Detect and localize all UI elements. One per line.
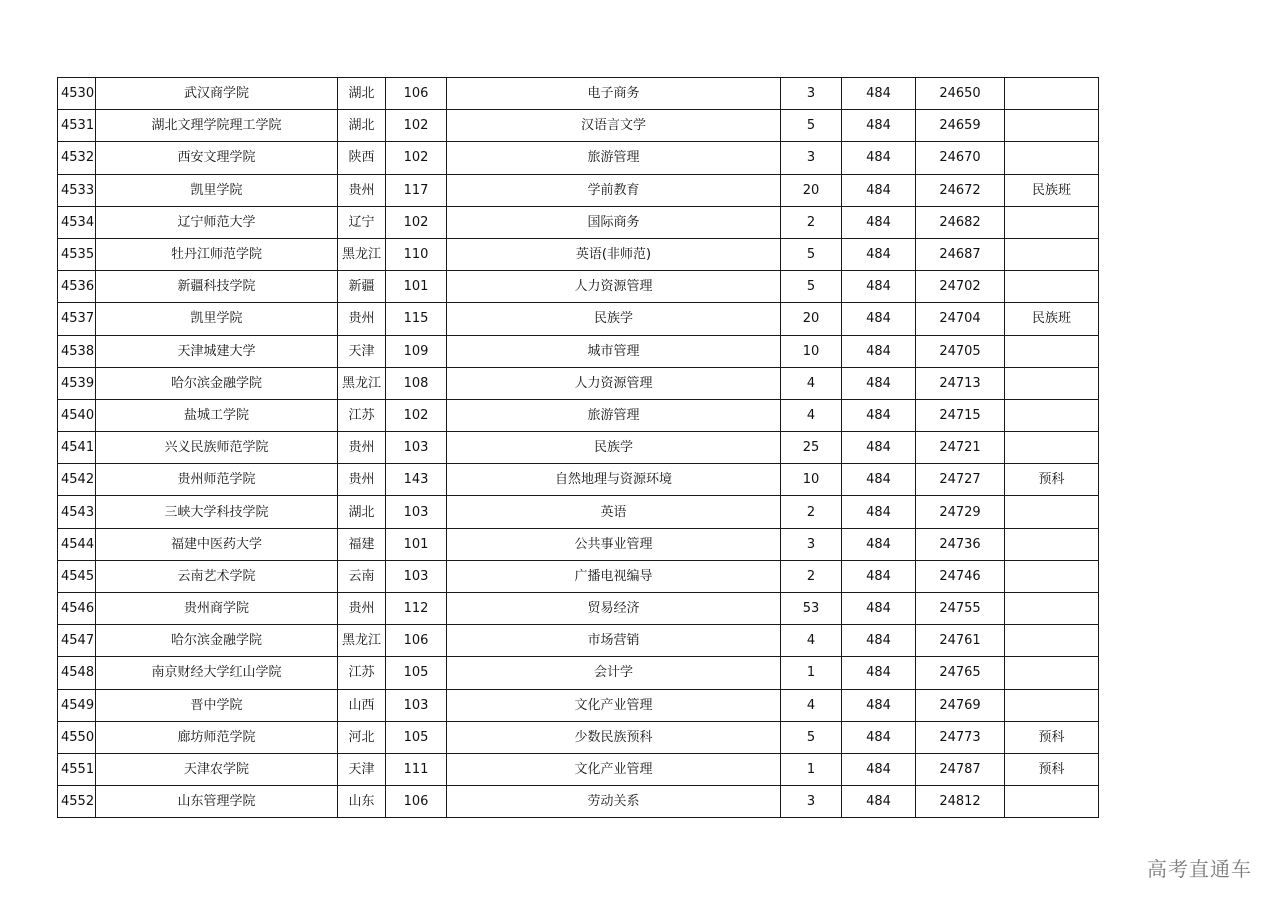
table-row — [58, 528, 1099, 560]
count-cell: 3 — [781, 786, 842, 818]
rank-cell: 24773 — [916, 721, 1005, 753]
seq-cell: 4546 — [58, 593, 96, 625]
note-cell — [1005, 496, 1099, 528]
major-cell: 学前教育 — [447, 174, 781, 206]
table-row — [58, 238, 1099, 270]
school-cell: 云南艺术学院 — [96, 560, 338, 592]
table-row — [58, 271, 1099, 303]
school-cell: 凯里学院 — [96, 303, 338, 335]
note-cell — [1005, 689, 1099, 721]
code-cell: 101 — [386, 271, 447, 303]
note-cell — [1005, 110, 1099, 142]
school-cell: 福建中医药大学 — [96, 528, 338, 560]
table-row — [58, 464, 1099, 496]
rank-cell: 24729 — [916, 496, 1005, 528]
count-cell: 2 — [781, 496, 842, 528]
seq-cell: 4550 — [58, 721, 96, 753]
school-cell: 湖北文理学院理工学院 — [96, 110, 338, 142]
score-cell: 484 — [842, 367, 916, 399]
table-row — [58, 560, 1099, 592]
count-cell: 4 — [781, 689, 842, 721]
seq-cell: 4542 — [58, 464, 96, 496]
note-cell: 民族班 — [1005, 174, 1099, 206]
note-cell — [1005, 206, 1099, 238]
rank-cell: 24755 — [916, 593, 1005, 625]
seq-cell: 4530 — [58, 78, 96, 110]
table-row — [58, 625, 1099, 657]
table-row — [58, 174, 1099, 206]
score-cell: 484 — [842, 786, 916, 818]
school-cell: 三峡大学科技学院 — [96, 496, 338, 528]
table-row — [58, 593, 1099, 625]
seq-cell: 4540 — [58, 399, 96, 431]
major-cell: 英语 — [447, 496, 781, 528]
rank-cell: 24650 — [916, 78, 1005, 110]
seq-cell: 4532 — [58, 142, 96, 174]
seq-cell: 4538 — [58, 335, 96, 367]
note-cell — [1005, 560, 1099, 592]
table-row — [58, 206, 1099, 238]
province-cell: 江苏 — [338, 399, 386, 431]
rank-cell: 24765 — [916, 657, 1005, 689]
table-row — [58, 303, 1099, 335]
note-cell: 预科 — [1005, 753, 1099, 785]
code-cell: 103 — [386, 689, 447, 721]
school-cell: 贵州商学院 — [96, 593, 338, 625]
score-cell: 484 — [842, 432, 916, 464]
seq-cell: 4549 — [58, 689, 96, 721]
rank-cell: 24713 — [916, 367, 1005, 399]
count-cell: 5 — [781, 110, 842, 142]
count-cell: 3 — [781, 528, 842, 560]
seq-cell: 4536 — [58, 271, 96, 303]
major-cell: 民族学 — [447, 303, 781, 335]
school-cell: 南京财经大学红山学院 — [96, 657, 338, 689]
code-cell: 103 — [386, 432, 447, 464]
major-cell: 劳动关系 — [447, 786, 781, 818]
score-cell: 484 — [842, 271, 916, 303]
score-cell: 484 — [842, 78, 916, 110]
major-cell: 城市管理 — [447, 335, 781, 367]
code-cell: 143 — [386, 464, 447, 496]
province-cell: 山西 — [338, 689, 386, 721]
score-cell: 484 — [842, 689, 916, 721]
province-cell: 湖北 — [338, 496, 386, 528]
code-cell: 102 — [386, 399, 447, 431]
school-cell: 廊坊师范学院 — [96, 721, 338, 753]
seq-cell: 4544 — [58, 528, 96, 560]
province-cell: 福建 — [338, 528, 386, 560]
rank-cell: 24702 — [916, 271, 1005, 303]
score-cell: 484 — [842, 303, 916, 335]
school-cell: 盐城工学院 — [96, 399, 338, 431]
table-row — [58, 335, 1099, 367]
school-cell: 贵州师范学院 — [96, 464, 338, 496]
code-cell: 105 — [386, 721, 447, 753]
major-cell: 国际商务 — [447, 206, 781, 238]
note-cell — [1005, 335, 1099, 367]
count-cell: 5 — [781, 721, 842, 753]
seq-cell: 4534 — [58, 206, 96, 238]
note-cell — [1005, 786, 1099, 818]
code-cell: 102 — [386, 110, 447, 142]
note-cell — [1005, 238, 1099, 270]
major-cell: 文化产业管理 — [447, 689, 781, 721]
code-cell: 109 — [386, 335, 447, 367]
school-cell: 新疆科技学院 — [96, 271, 338, 303]
seq-cell: 4533 — [58, 174, 96, 206]
province-cell: 山东 — [338, 786, 386, 818]
province-cell: 贵州 — [338, 432, 386, 464]
table-row — [58, 753, 1099, 785]
count-cell: 1 — [781, 753, 842, 785]
note-cell — [1005, 142, 1099, 174]
province-cell: 新疆 — [338, 271, 386, 303]
note-cell — [1005, 432, 1099, 464]
school-cell: 天津农学院 — [96, 753, 338, 785]
province-cell: 辽宁 — [338, 206, 386, 238]
count-cell: 4 — [781, 399, 842, 431]
rank-cell: 24659 — [916, 110, 1005, 142]
major-cell: 少数民族预科 — [447, 721, 781, 753]
table-row — [58, 110, 1099, 142]
rank-cell: 24727 — [916, 464, 1005, 496]
table-row — [58, 496, 1099, 528]
count-cell: 2 — [781, 560, 842, 592]
code-cell: 103 — [386, 560, 447, 592]
major-cell: 人力资源管理 — [447, 271, 781, 303]
seq-cell: 4551 — [58, 753, 96, 785]
note-cell — [1005, 657, 1099, 689]
code-cell: 111 — [386, 753, 447, 785]
seq-cell: 4539 — [58, 367, 96, 399]
major-cell: 会计学 — [447, 657, 781, 689]
major-cell: 人力资源管理 — [447, 367, 781, 399]
table-row — [58, 689, 1099, 721]
score-cell: 484 — [842, 142, 916, 174]
score-cell: 484 — [842, 560, 916, 592]
code-cell: 108 — [386, 367, 447, 399]
province-cell: 天津 — [338, 335, 386, 367]
table-row — [58, 78, 1099, 110]
rank-cell: 24769 — [916, 689, 1005, 721]
table-row — [58, 721, 1099, 753]
table-row — [58, 367, 1099, 399]
count-cell: 25 — [781, 432, 842, 464]
province-cell: 贵州 — [338, 593, 386, 625]
province-cell: 江苏 — [338, 657, 386, 689]
count-cell: 10 — [781, 335, 842, 367]
note-cell — [1005, 593, 1099, 625]
count-cell: 1 — [781, 657, 842, 689]
school-cell: 武汉商学院 — [96, 78, 338, 110]
count-cell: 10 — [781, 464, 842, 496]
rank-cell: 24705 — [916, 335, 1005, 367]
rank-cell: 24687 — [916, 238, 1005, 270]
seq-cell: 4552 — [58, 786, 96, 818]
score-cell: 484 — [842, 657, 916, 689]
province-cell: 天津 — [338, 753, 386, 785]
count-cell: 20 — [781, 174, 842, 206]
count-cell: 53 — [781, 593, 842, 625]
school-cell: 凯里学院 — [96, 174, 338, 206]
major-cell: 广播电视编导 — [447, 560, 781, 592]
major-cell: 公共事业管理 — [447, 528, 781, 560]
rank-cell: 24812 — [916, 786, 1005, 818]
major-cell: 自然地理与资源环境 — [447, 464, 781, 496]
admission-table — [57, 77, 1099, 818]
note-cell: 民族班 — [1005, 303, 1099, 335]
province-cell: 黑龙江 — [338, 625, 386, 657]
province-cell: 湖北 — [338, 110, 386, 142]
school-cell: 哈尔滨金融学院 — [96, 625, 338, 657]
count-cell: 3 — [781, 78, 842, 110]
note-cell — [1005, 78, 1099, 110]
major-cell: 旅游管理 — [447, 142, 781, 174]
table-row — [58, 657, 1099, 689]
seq-cell: 4548 — [58, 657, 96, 689]
code-cell: 101 — [386, 528, 447, 560]
code-cell: 103 — [386, 496, 447, 528]
score-cell: 484 — [842, 110, 916, 142]
rank-cell: 24670 — [916, 142, 1005, 174]
major-cell: 旅游管理 — [447, 399, 781, 431]
watermark: 高考直通车 — [1147, 857, 1252, 881]
count-cell: 5 — [781, 238, 842, 270]
code-cell: 102 — [386, 206, 447, 238]
code-cell: 106 — [386, 625, 447, 657]
school-cell: 辽宁师范大学 — [96, 206, 338, 238]
score-cell: 484 — [842, 335, 916, 367]
score-cell: 484 — [842, 721, 916, 753]
seq-cell: 4537 — [58, 303, 96, 335]
province-cell: 贵州 — [338, 303, 386, 335]
school-cell: 天津城建大学 — [96, 335, 338, 367]
rank-cell: 24736 — [916, 528, 1005, 560]
count-cell: 5 — [781, 271, 842, 303]
province-cell: 河北 — [338, 721, 386, 753]
major-cell: 电子商务 — [447, 78, 781, 110]
table-row — [58, 142, 1099, 174]
province-cell: 贵州 — [338, 464, 386, 496]
major-cell: 市场营销 — [447, 625, 781, 657]
seq-cell: 4543 — [58, 496, 96, 528]
major-cell: 汉语言文学 — [447, 110, 781, 142]
score-cell: 484 — [842, 528, 916, 560]
major-cell: 贸易经济 — [447, 593, 781, 625]
code-cell: 115 — [386, 303, 447, 335]
rank-cell: 24682 — [916, 206, 1005, 238]
seq-cell: 4535 — [58, 238, 96, 270]
school-cell: 山东管理学院 — [96, 786, 338, 818]
school-cell: 西安文理学院 — [96, 142, 338, 174]
rank-cell: 24672 — [916, 174, 1005, 206]
province-cell: 贵州 — [338, 174, 386, 206]
note-cell: 预科 — [1005, 464, 1099, 496]
seq-cell: 4541 — [58, 432, 96, 464]
province-cell: 云南 — [338, 560, 386, 592]
score-cell: 484 — [842, 593, 916, 625]
score-cell: 484 — [842, 753, 916, 785]
province-cell: 陕西 — [338, 142, 386, 174]
note-cell — [1005, 367, 1099, 399]
count-cell: 2 — [781, 206, 842, 238]
rank-cell: 24715 — [916, 399, 1005, 431]
code-cell: 110 — [386, 238, 447, 270]
school-cell: 哈尔滨金融学院 — [96, 367, 338, 399]
code-cell: 102 — [386, 142, 447, 174]
note-cell — [1005, 271, 1099, 303]
note-cell: 预科 — [1005, 721, 1099, 753]
code-cell: 112 — [386, 593, 447, 625]
note-cell — [1005, 399, 1099, 431]
count-cell: 4 — [781, 367, 842, 399]
major-cell: 英语(非师范) — [447, 238, 781, 270]
province-cell: 黑龙江 — [338, 367, 386, 399]
province-cell: 黑龙江 — [338, 238, 386, 270]
rank-cell: 24721 — [916, 432, 1005, 464]
code-cell: 106 — [386, 786, 447, 818]
score-cell: 484 — [842, 625, 916, 657]
code-cell: 106 — [386, 78, 447, 110]
count-cell: 4 — [781, 625, 842, 657]
code-cell: 117 — [386, 174, 447, 206]
seq-cell: 4531 — [58, 110, 96, 142]
table-body — [58, 78, 1099, 818]
score-cell: 484 — [842, 206, 916, 238]
score-cell: 484 — [842, 174, 916, 206]
code-cell: 105 — [386, 657, 447, 689]
score-cell: 484 — [842, 399, 916, 431]
count-cell: 3 — [781, 142, 842, 174]
rank-cell: 24787 — [916, 753, 1005, 785]
score-cell: 484 — [842, 464, 916, 496]
rank-cell: 24746 — [916, 560, 1005, 592]
major-cell: 民族学 — [447, 432, 781, 464]
seq-cell: 4545 — [58, 560, 96, 592]
table-row — [58, 432, 1099, 464]
school-cell: 牡丹江师范学院 — [96, 238, 338, 270]
rank-cell: 24761 — [916, 625, 1005, 657]
school-cell: 晋中学院 — [96, 689, 338, 721]
table-row — [58, 786, 1099, 818]
rank-cell: 24704 — [916, 303, 1005, 335]
score-cell: 484 — [842, 238, 916, 270]
score-cell: 484 — [842, 496, 916, 528]
seq-cell: 4547 — [58, 625, 96, 657]
table-row — [58, 399, 1099, 431]
count-cell: 20 — [781, 303, 842, 335]
major-cell: 文化产业管理 — [447, 753, 781, 785]
note-cell — [1005, 625, 1099, 657]
note-cell — [1005, 528, 1099, 560]
province-cell: 湖北 — [338, 78, 386, 110]
school-cell: 兴义民族师范学院 — [96, 432, 338, 464]
